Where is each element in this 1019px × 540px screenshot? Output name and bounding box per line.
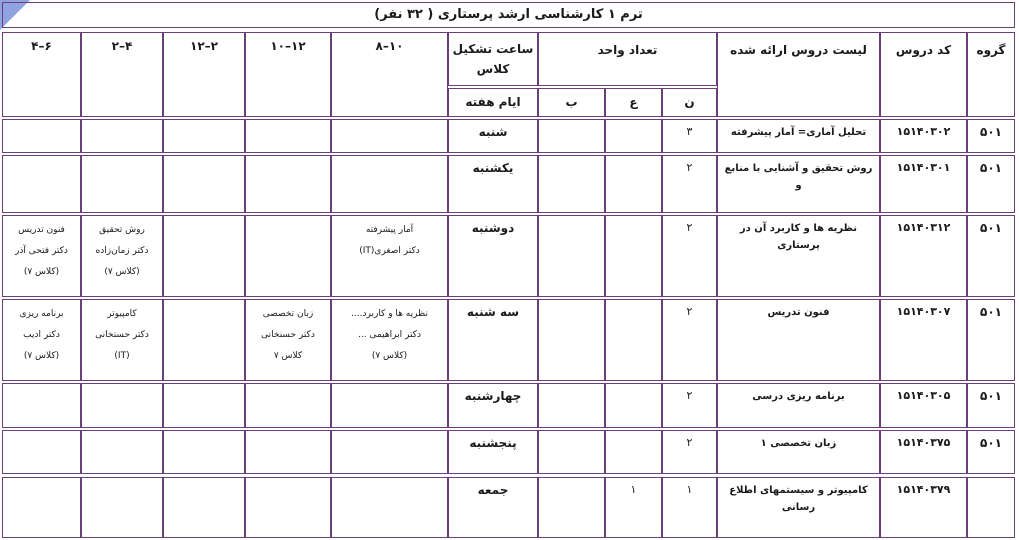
cell-unit-b: [538, 299, 605, 381]
cell-weekday: جمعه: [448, 477, 538, 538]
slot-line: آمار پیشرفته: [365, 225, 414, 235]
cell-unit-a: ۱: [605, 477, 662, 538]
cell-slot-8-10: [331, 299, 448, 381]
cell-slot-12-2: [163, 215, 245, 297]
cell-slot-4-6: [2, 215, 81, 297]
cell-unit-n: ۳: [662, 119, 717, 153]
cell-group: ۵۰۱: [967, 215, 1015, 297]
cell-slot-8-10: [331, 155, 448, 213]
header-slot-10-12: ۱۲–۱۰: [245, 32, 331, 117]
cell-slot-12-2: [163, 299, 245, 381]
cell-slot-8-10: [331, 383, 448, 428]
cell-slot-10-12: [245, 215, 331, 297]
cell-slot-8-10: [331, 477, 448, 538]
header-class-time: ساعت تشکیل کلاس: [448, 32, 538, 86]
header-slot-8-10: ۱۰–۸: [331, 32, 448, 117]
header-group: گروه: [967, 32, 1015, 117]
header-unit-n: ن: [662, 88, 717, 117]
cell-group: ۵۰۱: [967, 155, 1015, 213]
cell-slot-10-12: [245, 477, 331, 538]
cell-slot-2-4: [81, 299, 163, 381]
slot-line: برنامه ریزی: [19, 309, 64, 319]
slot-line: روش تحقیق: [99, 225, 145, 235]
slot-line: (کلاس ۷): [371, 351, 408, 361]
cell-code: ۱۵۱۴۰۳۰۲: [880, 119, 967, 153]
cell-unit-a: [605, 119, 662, 153]
cell-course: زبان تخصصی ۱: [717, 430, 880, 474]
slot-line: دکتر حسنخانی: [95, 330, 149, 340]
cell-unit-n: ۱: [662, 477, 717, 538]
cell-slot-2-4: [81, 155, 163, 213]
cell-course: روش تحقیق و آشنایی با منابع و: [717, 155, 880, 213]
cell-slot-10-12: [245, 299, 331, 381]
cell-slot-12-2: [163, 430, 245, 474]
cell-code: ۱۵۱۴۰۳۰۷: [880, 299, 967, 381]
cell-weekday: سه شنبه: [448, 299, 538, 381]
page-title: ترم ۱ کارشناسی ارشد پرستاری ( ۳۲ نفر): [2, 2, 1015, 28]
cell-slot-4-6: [2, 299, 81, 381]
cell-course: نظریه ها و کاربرد آن در پرستاری: [717, 215, 880, 297]
cell-slot-8-10: [331, 119, 448, 153]
cell-code: ۱۵۱۴۰۳۰۱: [880, 155, 967, 213]
cell-unit-b: [538, 430, 605, 474]
cell-slot-10-12: [245, 430, 331, 474]
cell-unit-n: ۲: [662, 383, 717, 428]
slot-line: دکتر ابراهیمی ...: [358, 330, 421, 340]
cell-slot-2-4: [81, 383, 163, 428]
cell-slot-2-4: [81, 430, 163, 474]
header-code: کد دروس: [880, 32, 967, 117]
cell-course: فنون تدریس: [717, 299, 880, 381]
cell-group: ۵۰۱: [967, 299, 1015, 381]
cell-unit-a: [605, 215, 662, 297]
cell-course: برنامه ریزی درسی: [717, 383, 880, 428]
cell-slot-12-2: [163, 155, 245, 213]
slot-line: دکتر ادیب: [23, 330, 60, 340]
header-slot-2-4: ۴–۲: [81, 32, 163, 117]
cell-unit-a: [605, 430, 662, 474]
cell-slot-12-2: [163, 477, 245, 538]
header-unit-a: ع: [605, 88, 662, 117]
cell-slot-2-4: [81, 119, 163, 153]
cell-slot-12-2: [163, 383, 245, 428]
slot-line: (کلاس ۷): [104, 267, 140, 277]
cell-unit-n: ۲: [662, 430, 717, 474]
cell-weekday: چهارشنبه: [448, 383, 538, 428]
header-units: تعداد واحد: [538, 32, 717, 86]
header-weekday: ایام هفته: [448, 88, 538, 117]
cell-weekday: شنبه: [448, 119, 538, 153]
cell-weekday: دوشنبه: [448, 215, 538, 297]
cell-slot-4-6: [2, 430, 81, 474]
cell-slot-2-4: [81, 215, 163, 297]
slot-line: کامپیوتر: [107, 309, 137, 319]
cell-unit-a: [605, 383, 662, 428]
cell-slot-10-12: [245, 119, 331, 153]
cell-slot-10-12: [245, 155, 331, 213]
cell-slot-2-4: [81, 477, 163, 538]
slot-line: فنون تدریس: [18, 225, 65, 235]
header-course-list: لیست دروس ارائه شده: [717, 32, 880, 117]
cell-unit-n: ۲: [662, 215, 717, 297]
header-unit-b: ب: [538, 88, 605, 117]
slot-line: (کلاس ۷): [23, 267, 60, 277]
cell-group: ۵۰۱: [967, 383, 1015, 428]
cell-code: ۱۵۱۴۰۳۰۵: [880, 383, 967, 428]
cell-unit-b: [538, 383, 605, 428]
cell-unit-b: [538, 477, 605, 538]
slot-line: دکتر حسنخانی: [261, 330, 315, 340]
cell-slot-8-10: [331, 430, 448, 474]
cell-weekday: پنجشنبه: [448, 430, 538, 474]
header-slot-4-6: ۶–۴: [2, 32, 81, 117]
cell-slot-4-6: [2, 155, 81, 213]
cell-slot-4-6: [2, 477, 81, 538]
cell-unit-a: [605, 155, 662, 213]
cell-group: ۵۰۱: [967, 119, 1015, 153]
cell-code: ۱۵۱۴۰۳۷۹: [880, 477, 967, 538]
slot-line: زبان تخصصی: [262, 309, 314, 319]
cell-slot-10-12: [245, 383, 331, 428]
slot-line: کلاس ۷: [273, 351, 303, 361]
cell-unit-a: [605, 299, 662, 381]
cell-course: تحلیل آماری= آمار پیشرفته: [717, 119, 880, 153]
cell-slot-4-6: [2, 119, 81, 153]
cell-unit-b: [538, 119, 605, 153]
slot-line: (کلاس ۷): [23, 351, 60, 361]
slot-line: دکتر فتحی آذر: [15, 246, 68, 256]
cell-course: کامپیوتر و سیستمهای اطلاع رسانی: [717, 477, 880, 538]
cell-unit-n: ۲: [662, 155, 717, 213]
cell-group: ۵۰۱: [967, 430, 1015, 474]
cell-code: ۱۵۱۴۰۳۱۲: [880, 215, 967, 297]
cell-weekday: یکشنبه: [448, 155, 538, 213]
cell-group: [967, 477, 1015, 538]
cell-slot-8-10: [331, 215, 448, 297]
cell-unit-b: [538, 155, 605, 213]
slot-line: دکتر زمان‌زاده: [95, 246, 149, 256]
cell-unit-n: ۲: [662, 299, 717, 381]
cell-code: ۱۵۱۴۰۳۷۵: [880, 430, 967, 474]
header-slot-12-2: ۲–۱۲: [163, 32, 245, 117]
slot-line: (IT): [114, 351, 130, 361]
slot-line: دکتر اصغری(IT): [359, 246, 420, 256]
slot-line: نظریه ها و کاربرد....: [351, 309, 428, 319]
cell-slot-12-2: [163, 119, 245, 153]
cell-unit-b: [538, 215, 605, 297]
cell-slot-4-6: [2, 383, 81, 428]
